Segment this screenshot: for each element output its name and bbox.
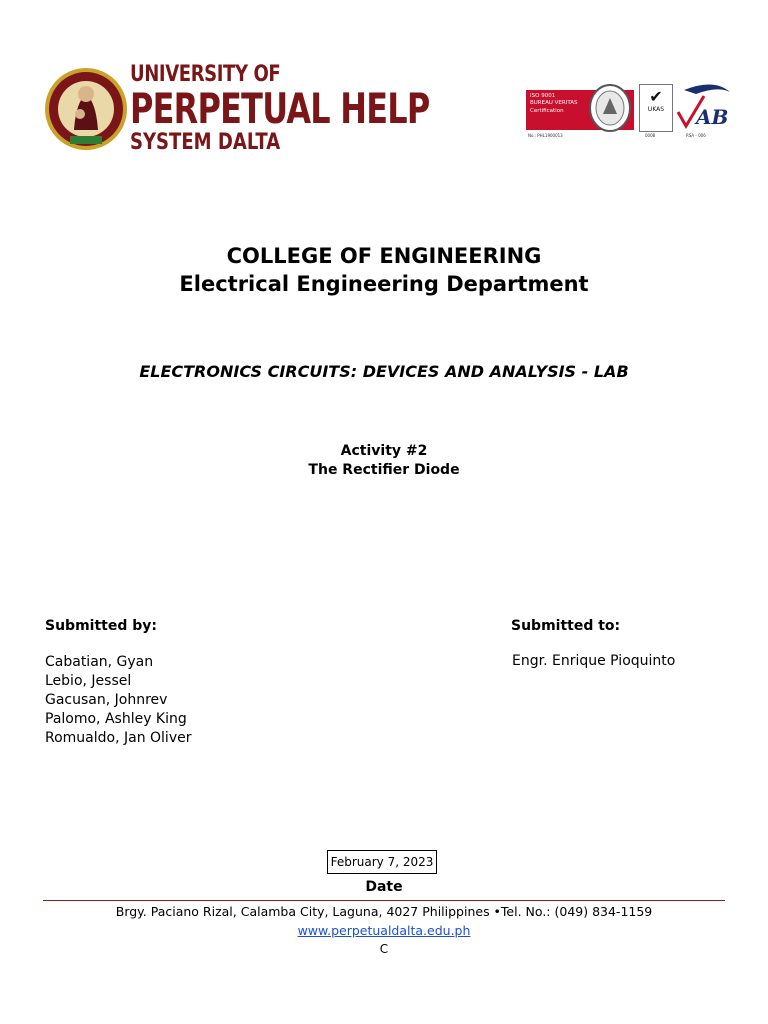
- student-name: Gacusan, Johnrev: [45, 692, 168, 708]
- student-list: [45, 653, 191, 748]
- college-title: COLLEGE OF ENGINEERING: [226, 244, 542, 268]
- pab-number: RSA - 006: [686, 133, 706, 138]
- university-logo: [44, 52, 444, 170]
- course-title: ELECTRONICS CIRCUITS: DEVICES AND ANALYSIS - LAB: [139, 362, 629, 381]
- student-name: Lebio, Jessel: [45, 673, 132, 689]
- date-label: Date: [365, 879, 403, 895]
- pab-logo-icon: [674, 82, 732, 134]
- submitted-by-label: Submitted by:: [45, 618, 157, 634]
- ukas-label: UKAS: [647, 106, 665, 113]
- footer-website-link[interactable]: www.perpetualdalta.edu.ph: [297, 923, 471, 938]
- submitted-to-label: Submitted to:: [511, 618, 621, 634]
- bureau-veritas-seal-icon: [586, 84, 634, 132]
- ukas-number: 0008: [645, 133, 656, 138]
- footer-address: Brgy. Paciano Rizal, Calamba City, Laguna, 4027 Philippines •Tel. No.: (049) 834-1159: [115, 904, 653, 919]
- logo-line-system-dalta: SYSTEM DALTA: [130, 130, 281, 155]
- bv-cert-label: Certification: [530, 107, 564, 114]
- university-seal-icon: [44, 52, 130, 170]
- activity-number: Activity #2: [340, 443, 428, 459]
- ukas-check-icon: ✔: [649, 87, 663, 106]
- bv-iso-label: ISO 9001: [530, 93, 556, 99]
- activity-title: The Rectifier Diode: [308, 462, 460, 478]
- student-name: Cabatian, Gyan: [45, 654, 154, 670]
- logo-line-perpetual-help: PERPETUAL HELP: [130, 84, 430, 133]
- department-title: Electrical Engineering Department: [179, 272, 589, 296]
- student-name: Palomo, Ashley King: [45, 711, 187, 727]
- pab-label: AB: [696, 105, 729, 129]
- instructor-name: Engr. Enrique Pioquinto: [512, 653, 676, 669]
- bv-certificate-number: No.: PHL1900013: [528, 133, 563, 138]
- footer-mark: C: [379, 942, 389, 956]
- logo-line-university-of: UNIVERSITY OF: [130, 62, 281, 87]
- bv-name-label: BUREAU VERITAS: [530, 100, 578, 107]
- ukas-badge: [639, 84, 673, 132]
- certification-logos: [526, 82, 732, 142]
- student-name: Romualdo, Jan Oliver: [45, 730, 192, 746]
- date-value-box: February 7, 2023: [327, 850, 437, 874]
- footer-divider: [43, 900, 725, 901]
